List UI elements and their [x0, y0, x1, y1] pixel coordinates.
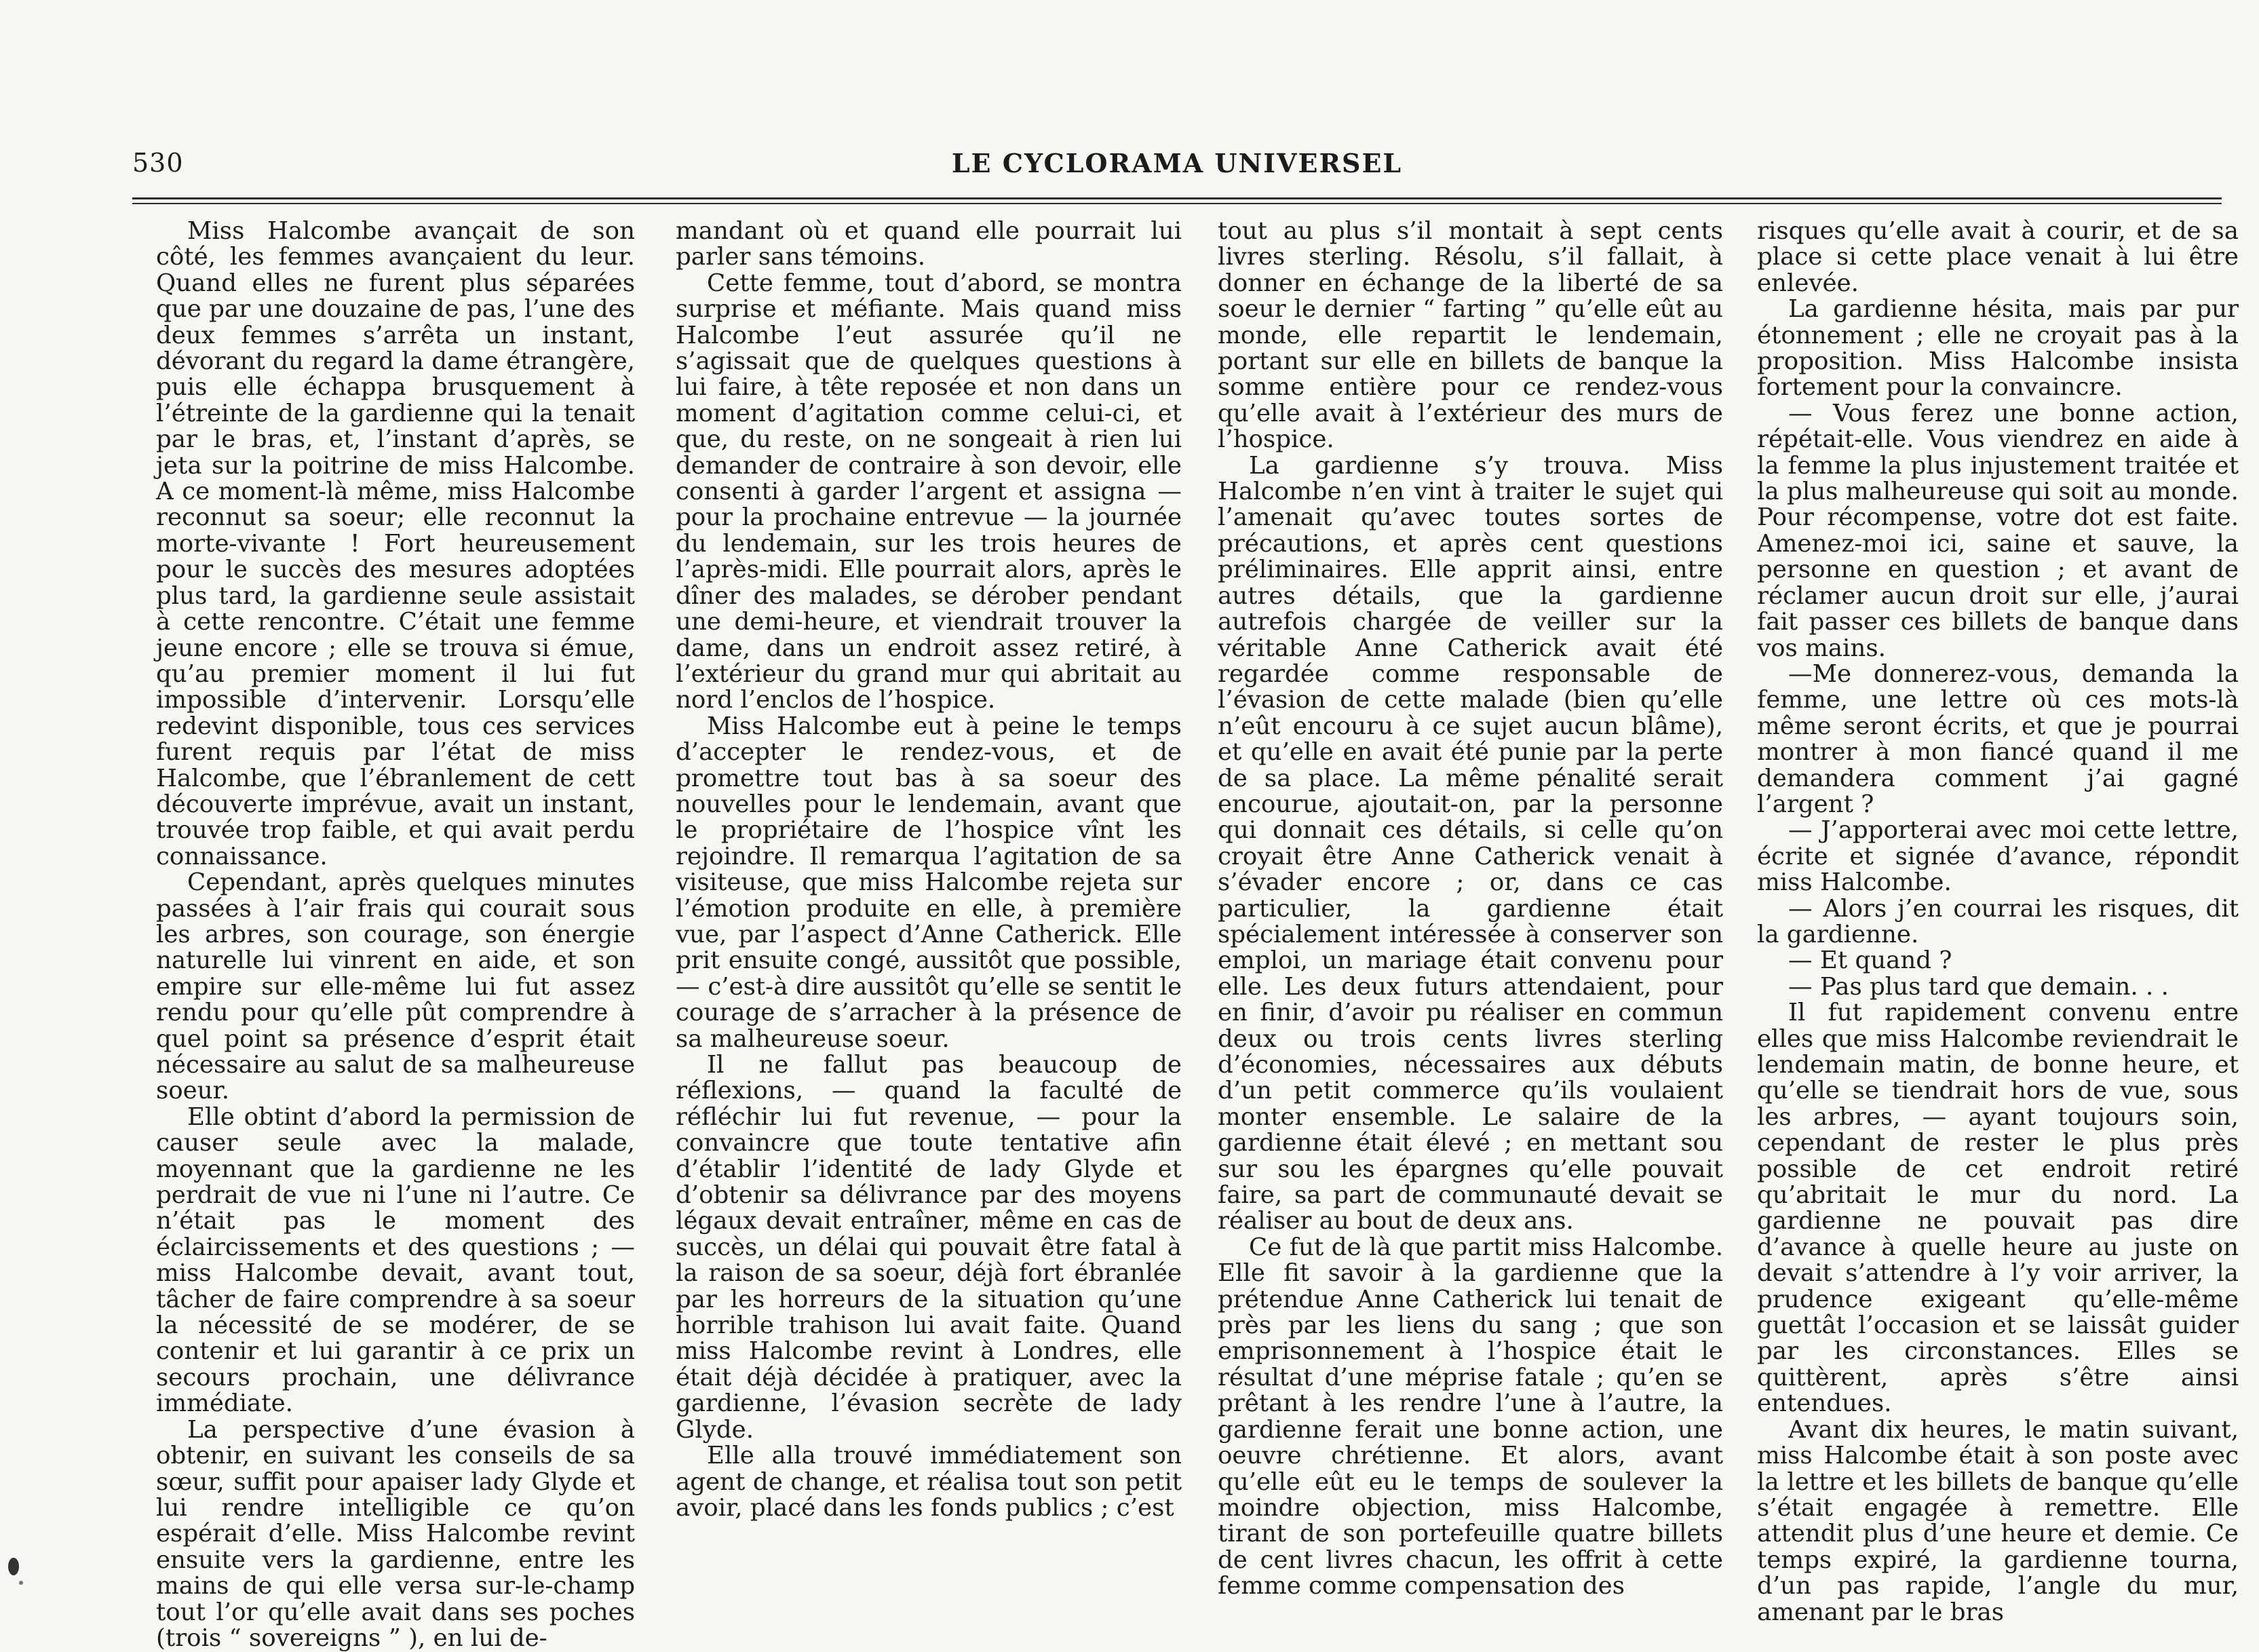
paragraph: Elle alla trouvé immédiatement son agent de change, et réalisa tout son petit avoir, placé dans les fonds publics ; c’est	[676, 1442, 1182, 1522]
paragraph: La gardienne s’y trouva. Miss Halcombe n’en vint à traiter le sujet qui l’amenait qu’avec toutes sortes de précautions, et après cent questions préliminaires. Elle apprit ainsi, entre autres détails, que la gardienne autrefois chargée de veiller sur la véritable Anne Catherick avait été regardée comme responsable de l’évasion de cette malade (bien qu’elle n’eût encouru à ce sujet aucun blâme), et qu’elle en avait été punie par la perte de sa place. La même pénalité serait encourue, ajoutait-on, par la personne qui donnait ces détails, si celle qu’on croyait être Anne Catherick venait à s’évader encore ; or, dans ce cas particulier, la gardienne était spécialement intéressée à conserver son emploi, un mariage était convenu pour elle. Les deux futurs attendaient, pour en finir, d’avoir pu réaliser en commun deux ou trois cents livres sterling d’économies, nécessaires aux débuts d’un petit commerce qu’ils voulaient monter ensemble. Le salaire de la gardienne était élevé ; en mettant sou sur sou les épargnes qu’elle pouvait faire, sa part de communauté devait se réaliser au bout de deux ans.	[1218, 451, 1723, 1235]
paragraph: Il ne fallut pas beaucoup de réflexions, — quand la faculté de réfléchir lui fut revenue, — pour la convaincre que toute tentative afin d’établir l’identité de lady Glyde et d’obtenir sa délivrance par des moyens légaux devait entraîner, même en cas de succès, un délai qui pouvait être fatal à la raison de sa soeur, déjà fort ébranlée par les horreurs de la situation qu’une horrible trahison lui avait faite. Quand miss Halcombe revint à Londres, elle était déjà décidée à pratiquer, avec la gardienne, l’évasion secrète de lady Glyde.	[676, 1051, 1182, 1444]
paragraph: Cette femme, tout d’abord, se montra surprise et méfiante. Mais quand miss Halcombe l’eut assurée qu’il ne s’agissait que de quelques questions à lui faire, à tête reposée et non dans un moment d’agitation comme celui-ci, et que, du reste, on ne songeait à rien lui demander de contraire à son devoir, elle consenti à garder l’argent et assigna — pour la prochaine entrevue — la journée du lendemain, sur les trois heures de l’après-midi. Elle pourrait alors, après le dîner des malades, se dérober pendant une demi-heure, et viendrait trouver la dame, dans un endroit assez retiré, à l’extérieur du grand mur qui abritait au nord l’enclos de l’hospice.	[676, 269, 1182, 714]
paragraph: Ce fut de là que partit miss Halcombe. Elle fit savoir à la gardienne que la prétendue Anne Catherick lui tenait de près par les liens du sang ; que son emprisonnement à l’hospice était le résultat d’une méprise fatale ; qu’en se prêtant à les rendre l’une à l’autre, la gardienne ferait une bonne action, une oeuvre chrétienne. Et alors, avant qu’elle eût eu le temps de soulever la moindre objection, miss Halcombe, tirant de son portefeuille quatre billets de cent livres chacun, les offrit à cette femme comme compensation des	[1218, 1233, 1723, 1600]
paragraph: Elle obtint d’abord la permission de causer seule avec la malade, moyennant que la gardienne ne les perdrait de vue ni l’une ni l’autre. Ce n’était pas le moment des éclaircissements et des questions ; — miss Halcombe devait, avant tout, tâcher de faire comprendre à sa soeur la nécessité de se modérer, de se contenir et lui garantir à ce prix un secours prochain, une délivrance immédiate.	[156, 1102, 635, 1418]
paragraph: — Alors j’en courrai les risques, dit la gardienne.	[1757, 894, 2239, 948]
paragraph: — Et quand ?	[1788, 946, 1952, 975]
text-column-2	[676, 218, 1182, 1582]
paragraph: Miss Halcombe avançait de son côté, les femmes avançaient du leur. Quand elles ne furent plus séparées que par une douzaine de pas, l’une des deux femmes s’arrêta un instant, dévorant du regard la dame étrangère, puis elle échappa brusquement à l’étreinte de la gardienne qui la tenait par le bras, et, l’instant d’après, se jeta sur la poitrine de miss Halcombe. A ce moment-là même, miss Halcombe reconnut sa soeur; elle reconnut la morte-vivante ! Fort heureusement pour le succès des mesures adoptées plus tard, la gardienne seule assistait à cette rencontre. C’était une femme jeune encore ; elle se trouva si émue, qu’au premier moment il lui fut impossible d’intervenir. Lorsqu’elle redevint disponible, tous ces services furent requis par l’état de miss Halcombe, que l’ébranlement de cett découverte imprévue, avait un instant, trouvée trop faible, et qui avait perdu connaissance.	[156, 217, 635, 870]
page-header	[132, 148, 2222, 182]
paragraph: La perspective d’une évasion à obtenir, en suivant les conseils de sa sœur, suffit pour apaiser lady Glyde et lui rendre intelligible ce qu’on espérait d’elle. Miss Halcombe revint ensuite vers la gardienne, entre les mains de qui elle versa sur-le-champ tout l’or qu’elle avait dans ses poches (trois “ sovereigns ” ), en lui de-	[156, 1415, 635, 1652]
scan-speck	[19, 1581, 23, 1585]
paragraph: — Vous ferez une bonne action, répétait-elle. Vous viendrez en aide à la femme la plus injustement traitée et la plus malheureuse qui soit au monde. Pour récompense, votre dot est faite. Amenez-moi ici, saine et sauve, la personne en question ; et avant de réclamer aucun droit sur elle, j’aurai fait passer ces billets de banque dans vos mains.	[1757, 399, 2239, 662]
paragraph: Miss Halcombe eut à peine le temps d’accepter le rendez-vous, et de promettre tout bas à sa soeur des nouvelles pour le lendemain, avant que le propriétaire de l’hospice vînt les rejoindre. Il remarqua l’agitation de sa visiteuse, que miss Halcombe rejeta sur l’émotion produite en elle, à première vue, par l’aspect d’Anne Catherick. Elle prit ensuite congé, aussitôt que possible, — c’est-à dire aussitôt qu’elle se sentit le courage de s’arracher à la présence de sa malheureuse soeur.	[676, 712, 1182, 1053]
page-number: 530	[132, 148, 184, 178]
paragraph-continued: tout au plus s’il montait à sept cents livres sterling. Résolu, s’il fallait, à donner en échange de la liberté de sa soeur le dernier “ farting ” qu’elle eût au monde, elle repartit le lendemain, portant sur elle en billets de banque la somme entière pour ce rendez-vous qu’elle avait à l’extérieur des murs de l’hospice.	[1218, 217, 1723, 454]
text-column-3	[1218, 217, 1723, 1600]
paragraph: — Pas plus tard que demain. . .	[1788, 972, 2169, 1001]
running-title: LE CYCLORAMA UNIVERSEL	[951, 148, 1403, 178]
header-rule-thick	[132, 197, 2222, 199]
paragraph: —Me donnerez-vous, demanda la femme, une lettre où ces mots-là même seront écrits, et que je pourrai montrer à mon fiancé quand il me demandera comment j’ai gagné l’argent ?	[1757, 659, 2239, 818]
paragraph: Avant dix heures, le matin suivant, miss Halcombe était à son poste avec la lettre et les billets de banque qu’elle s’était engagée à remettre. Elle attendit plus d’une heure et demie. Ce temps expiré, la gardienne tourna, d’un pas rapide, l’angle du mur, amenant par le bras	[1757, 1415, 2239, 1626]
text-column-4	[1757, 217, 2239, 1626]
paragraph: — J’apporterai avec moi cette lettre, écrite et signée d’avance, répondit miss Halcombe.	[1757, 816, 2239, 897]
paragraph-continued: mandant où et quand elle pourrait lui parler sans témoins.	[676, 217, 1182, 271]
header-rule-thin	[132, 203, 2222, 204]
paragraph: La gardienne hésita, mais par pur étonnement ; elle ne croyait pas à la proposition. Miss Halcombe insista fortement pour la convaincre.	[1757, 295, 2239, 402]
text-column-1	[156, 217, 635, 1652]
scan-speck	[8, 1558, 19, 1575]
paragraph: Il fut rapidement convenu entre elles que miss Halcombe reviendrait le lendemain matin, de bonne heure, et qu’elle se tiendrait hors de vue, sous les arbres, — ayant toujours soin, cependant de rester le plus près possible de cet endroit retiré qu’abritait le mur du nord. La gardienne ne pouvait pas dire d’avance à quelle heure au juste on devait s’attendre à l’y voir arriver, la prudence exigeant qu’elle-même guettât l’occasion et se laissât guider par les circonstances. Elles se quittèrent, après s’être ainsi entendues.	[1757, 999, 2239, 1418]
paragraph-continued: risques qu’elle avait à courir, et de sa place si cette place venait à lui être enlevée.	[1757, 217, 2239, 297]
paragraph: Cependant, après quelques minutes passées à l’air frais qui courait sous les arbres, son courage, son énergie naturelle lui vinrent en aide, et son empire sur elle-même lui fut assez rendu pour qu’elle pût comprendre à quel point sa présence d’esprit était nécessaire au salut de sa malheureuse soeur.	[156, 868, 635, 1105]
